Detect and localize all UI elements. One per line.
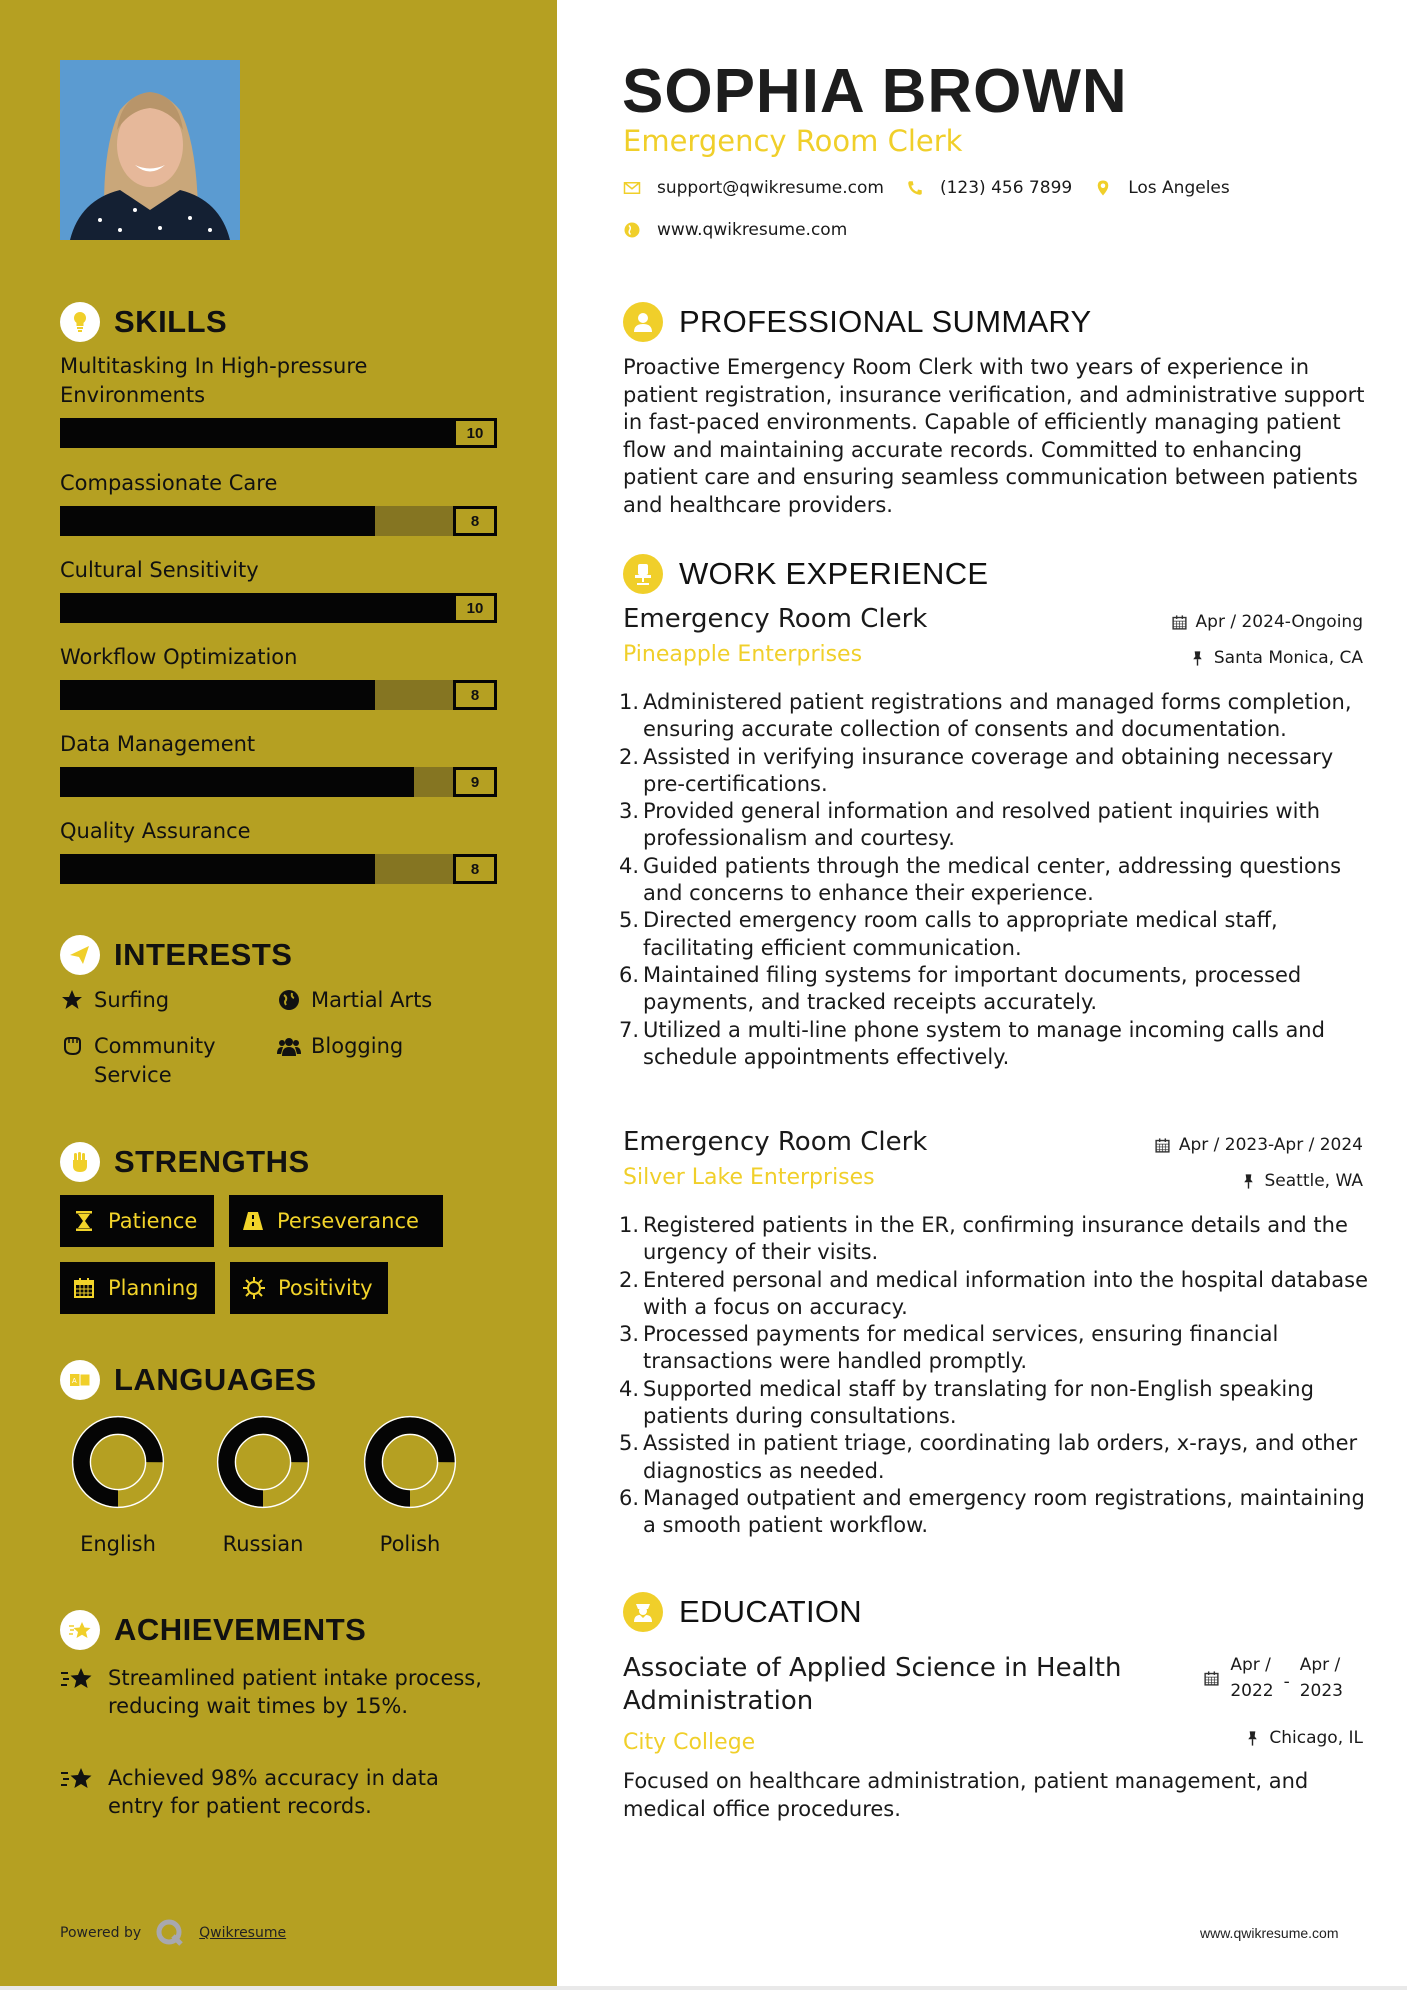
- job-bullet: 5. Assisted in patient triage, coordinating lab orders, x-rays, and other diagnostics as needed.: [618, 1431, 1358, 1483]
- job-bullet: 4. Guided patients through the medical center, addressing questions and concerns to enhance their experience.: [618, 853, 1342, 906]
- language-donut-chart: [215, 1414, 311, 1510]
- calendar-icon: [1203, 1670, 1220, 1687]
- job-bullet: 4. Supported medical staff by translating for non-English speaking patients during consultations.: [618, 1376, 1314, 1429]
- education-description: Focused on healthcare administration, patient management, and medical office procedures.: [623, 1769, 1309, 1821]
- interests-heading: INTERESTS: [60, 935, 292, 975]
- page-bottom-border: [0, 1986, 1407, 1990]
- strength-badge: Positivity: [230, 1262, 388, 1314]
- globe-icon: [623, 221, 641, 239]
- strength-badge: Perseverance: [229, 1195, 443, 1247]
- portrait-image: [60, 60, 240, 240]
- skill-item: [60, 469, 500, 536]
- job-bullet: 3. Processed payments for medical services, ensuring financial transactions were handled promptly.: [618, 1322, 1279, 1374]
- interest-item: Community Service: [60, 1032, 260, 1090]
- skill-bar: [60, 767, 497, 797]
- languages-heading: A LANGUAGES: [60, 1360, 317, 1400]
- education-heading: EDUCATION: [623, 1592, 862, 1632]
- job-bullet: 5. Directed emergency room calls to appropriate medical staff, facilitating efficient communication.: [618, 908, 1278, 960]
- interest-item: Blogging: [277, 1032, 403, 1061]
- job-bullet-list: [618, 689, 1371, 1071]
- qwikresume-logo-icon: [155, 1918, 185, 1948]
- envelope-icon: [623, 179, 641, 197]
- education-school: City College: [623, 1730, 756, 1755]
- skill-bar: [60, 680, 497, 710]
- skills-heading: SKILLS: [60, 302, 227, 342]
- strength-badge: Patience: [60, 1195, 214, 1247]
- summary-heading: PROFESSIONAL SUMMARY: [623, 302, 1092, 342]
- skill-label: Compassionate Care: [60, 471, 278, 495]
- skill-value: 9: [453, 767, 497, 797]
- skill-value: 8: [453, 680, 497, 710]
- job-location: Santa Monica, CA: [1189, 648, 1363, 668]
- pushpin-icon: [1244, 1730, 1261, 1747]
- interest-item: Surfing: [60, 986, 169, 1015]
- language-name: English: [80, 1532, 156, 1556]
- skill-label: Data Management: [60, 732, 256, 756]
- achievements-heading: ACHIEVEMENTS: [60, 1610, 366, 1650]
- calendar-icon: [72, 1276, 96, 1300]
- job-bullet: 6. Maintained filing systems for important documents, processed payments, and tracked receipts accurately.: [618, 962, 1302, 1015]
- skill-bar: [60, 506, 497, 536]
- shooting-star-icon: [60, 1666, 94, 1692]
- globe-icon: [277, 988, 301, 1012]
- calendar-icon: [1171, 614, 1188, 631]
- office-chair-icon: [623, 554, 663, 594]
- job-bullet: 2. Assisted in verifying insurance coverage and obtaining necessary pre-certifications.: [618, 744, 1334, 796]
- skill-label: Cultural Sensitivity: [60, 558, 259, 582]
- profile-photo: [60, 60, 240, 240]
- job-bullet: 1. Administered patient registrations and managed forms completion, ensuring accurate collection of consents and documentation.: [618, 690, 1352, 742]
- skill-value: 8: [453, 506, 497, 536]
- skill-item: [60, 730, 500, 797]
- language-item: [355, 1414, 465, 1556]
- interest-item: Martial Arts: [277, 986, 432, 1015]
- job-bullet: 6. Managed outpatient and emergency room registrations, maintaining a smooth patient workflow.: [618, 1485, 1365, 1538]
- summary-text: Proactive Emergency Room Clerk with two years of experience in patient registration, insurance verification, and administrative support in fast-paced environments. Capable of efficiently managing patient flow and maintaining accurate records. Committed to enhancing patient care and ensuring seamless communication between patients and healthcare providers.: [623, 355, 1365, 517]
- powered-by: Powered by Qwikresume: [60, 1918, 286, 1948]
- contact-email: support@qwikresume.com: [623, 178, 884, 198]
- shooting-star-icon: [60, 1610, 100, 1650]
- phone-icon: [906, 179, 924, 197]
- hand-fist-icon: [60, 1034, 84, 1058]
- skill-item: [60, 817, 500, 884]
- paper-plane-icon: [60, 935, 100, 975]
- achievement-item: Streamlined patient intake process, reducing wait times by 15%.: [60, 1664, 500, 1720]
- svg-text:A: A: [72, 1378, 77, 1385]
- strength-badge: Planning: [60, 1262, 215, 1314]
- raised-fist-icon: [60, 1142, 100, 1182]
- shooting-star-icon: [60, 1766, 94, 1792]
- graduate-icon: [623, 1592, 663, 1632]
- skill-label: Workflow Optimization: [60, 645, 298, 669]
- language-donut-chart: [70, 1414, 166, 1510]
- skill-item: [60, 556, 500, 623]
- lightbulb-icon: [60, 302, 100, 342]
- skill-bar: [60, 418, 497, 448]
- contact-row: [623, 178, 1252, 198]
- achievement-item: Achieved 98% accuracy in data entry for patient records.: [60, 1764, 500, 1820]
- calendar-icon: [1154, 1137, 1171, 1154]
- education-location: Chicago, IL: [1244, 1728, 1363, 1748]
- job-bullet: 7. Utilized a multi-line phone system to manage incoming calls and schedule appointments effectively.: [618, 1017, 1325, 1069]
- job-role: Emergency Room Clerk: [623, 1127, 928, 1157]
- map-pin-icon: [1094, 179, 1112, 197]
- candidate-title: Emergency Room Clerk: [623, 124, 963, 158]
- road-icon: [241, 1209, 265, 1233]
- contact-phone: (123) 456 7899: [906, 178, 1072, 198]
- skill-value: 10: [453, 593, 497, 623]
- skill-item: [60, 352, 500, 448]
- job-header: [623, 1127, 1363, 1190]
- job-bullet: 2. Entered personal and medical information into the hospital database with a focus on accuracy.: [618, 1267, 1368, 1319]
- job-company: Pineapple Enterprises: [623, 642, 863, 667]
- translate-icon: [60, 1360, 100, 1400]
- language-donut-chart: [362, 1414, 458, 1510]
- star-icon: [60, 988, 84, 1012]
- job-header: [623, 604, 1363, 667]
- hourglass-icon: [72, 1209, 96, 1233]
- skill-label: Multitasking In High-pressure Environments: [60, 354, 368, 407]
- strengths-heading: STRENGTHS: [60, 1142, 310, 1182]
- job-date: Apr / 2024-Ongoing: [1171, 612, 1363, 632]
- job-date: Apr / 2023-Apr / 2024: [1154, 1135, 1363, 1155]
- language-item: [63, 1414, 173, 1556]
- skill-value: 8: [453, 854, 497, 884]
- pushpin-icon: [1189, 650, 1206, 667]
- skill-bar: [60, 854, 497, 884]
- language-name: Russian: [222, 1532, 304, 1556]
- skill-bar: [60, 593, 497, 623]
- pushpin-icon: [1240, 1173, 1257, 1190]
- job-role: Emergency Room Clerk: [623, 604, 928, 634]
- education-header: [623, 1652, 1363, 1755]
- language-name: Polish: [379, 1532, 441, 1556]
- language-item: [208, 1414, 318, 1556]
- candidate-name: SOPHIA BROWN: [622, 57, 1128, 126]
- qwikresume-link[interactable]: Qwikresume: [199, 1925, 287, 1941]
- sun-icon: [242, 1276, 266, 1300]
- skill-value: 10: [453, 418, 497, 448]
- experience-heading: WORK EXPERIENCE: [623, 554, 988, 594]
- job-company: Silver Lake Enterprises: [623, 1165, 875, 1190]
- users-icon: [277, 1034, 301, 1058]
- job-bullet: 3. Provided general information and resolved patient inquiries with professionalism and courtesy.: [618, 799, 1321, 851]
- education-date: Apr / 2022 - Apr / 2023: [1203, 1652, 1343, 1704]
- job-location: Seattle, WA: [1240, 1171, 1364, 1191]
- footer-url[interactable]: www.qwikresume.com: [1200, 1925, 1339, 1941]
- contact-location: Los Angeles: [1094, 178, 1230, 198]
- contact-website: www.qwikresume.com: [623, 220, 847, 240]
- education-degree: Associate of Applied Science in Health Administration: [623, 1653, 1122, 1716]
- user-icon: [623, 302, 663, 342]
- skill-label: Quality Assurance: [60, 819, 251, 843]
- skill-item: [60, 643, 500, 710]
- job-bullet: 1. Registered patients in the ER, confirming insurance details and the urgency of their visits.: [618, 1213, 1348, 1265]
- job-bullet-list: [618, 1212, 1371, 1540]
